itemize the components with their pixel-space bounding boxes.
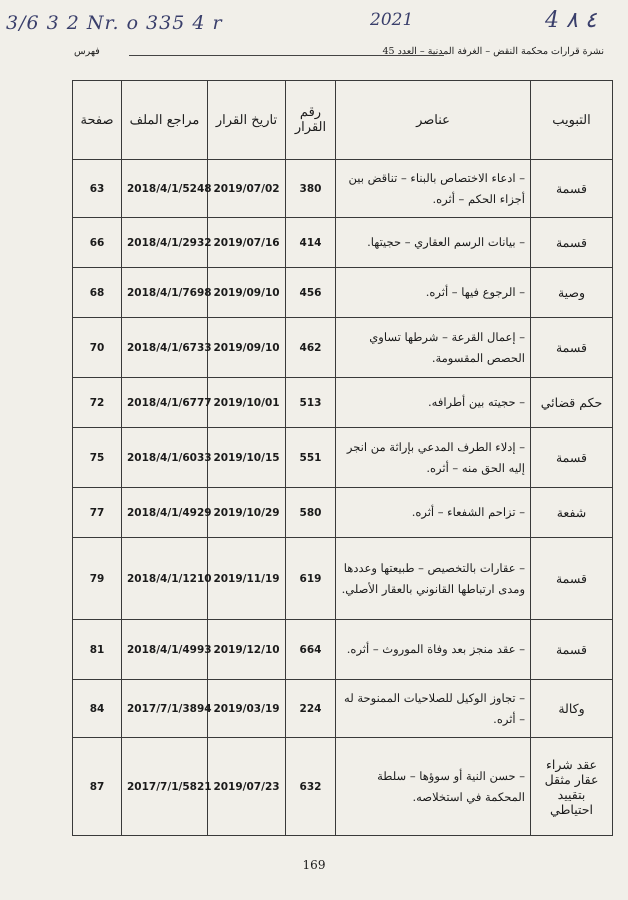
header-rule xyxy=(129,55,444,56)
table-row xyxy=(73,738,613,836)
cell-category: وصية xyxy=(531,268,613,318)
cell-page: 66 xyxy=(73,218,122,268)
cell-decision-no: 224 xyxy=(286,680,336,738)
cell-category: عقد شراء عقار مثقل بتقييد احتياطي xyxy=(531,738,613,836)
cell-file-ref: 2018/4/1/4929 xyxy=(122,488,208,538)
table-row xyxy=(73,160,613,218)
table-row xyxy=(73,378,613,428)
cell-elements: – الرجوع فيها – أثره. xyxy=(336,268,531,318)
cell-decision-date: 2019/12/10 xyxy=(208,620,286,680)
cell-file-ref: 2018/4/1/6733 xyxy=(122,318,208,378)
cell-elements: – عقارات بالتخصيص – طبيعتها وعددها ومدى ارتباطها القانوني بالعقار الأصلي. xyxy=(336,538,531,620)
cell-page: 81 xyxy=(73,620,122,680)
cell-page: 68 xyxy=(73,268,122,318)
cell-decision-date: 2019/07/23 xyxy=(208,738,286,836)
cell-file-ref: 2018/4/1/6777 xyxy=(122,378,208,428)
cell-file-ref: 2018/4/1/5248 xyxy=(122,160,208,218)
cell-file-ref: 2017/7/1/5821 xyxy=(122,738,208,836)
handwritten-annotations xyxy=(0,6,628,40)
cell-decision-no: 513 xyxy=(286,378,336,428)
handwritten-reference: 3/6 3 2 Nr. o 335 4 r xyxy=(6,12,223,34)
page-number: 169 xyxy=(302,858,326,872)
cell-decision-no: 580 xyxy=(286,488,336,538)
cell-decision-no: 456 xyxy=(286,268,336,318)
cell-decision-date: 2019/07/02 xyxy=(208,160,286,218)
header-category: التبويب xyxy=(531,81,613,160)
cell-elements: – عقد منجز بعد وفاة الموروث – أثره. xyxy=(336,620,531,680)
table-row xyxy=(73,318,613,378)
cell-file-ref: 2018/4/1/1210 xyxy=(122,538,208,620)
header-page: صفحة xyxy=(73,81,122,160)
cell-file-ref: 2018/4/1/7698 xyxy=(122,268,208,318)
handwritten-number: 4 ٤ ٨ xyxy=(545,8,597,33)
cell-elements: – إدلاء الطرف المدعي بإراثة من انجر إليه الحق منه – أثره. xyxy=(336,428,531,488)
table-row xyxy=(73,428,613,488)
handwritten-date: 2021 xyxy=(370,10,414,30)
section-label: فهرس xyxy=(74,46,100,57)
index-table xyxy=(72,80,613,836)
cell-category: شفعة xyxy=(531,488,613,538)
header-decision-date: تاريخ القرار xyxy=(208,81,286,160)
cell-page: 79 xyxy=(73,538,122,620)
cell-decision-date: 2019/03/19 xyxy=(208,680,286,738)
cell-decision-date: 2019/09/10 xyxy=(208,318,286,378)
running-head xyxy=(74,46,604,64)
cell-elements: – تزاحم الشفعاء – أثره. xyxy=(336,488,531,538)
table-row xyxy=(73,218,613,268)
cell-page: 75 xyxy=(73,428,122,488)
cell-file-ref: 2018/4/1/2932 xyxy=(122,218,208,268)
cell-decision-date: 2019/09/10 xyxy=(208,268,286,318)
cell-decision-no: 380 xyxy=(286,160,336,218)
cell-decision-no: 619 xyxy=(286,538,336,620)
cell-decision-date: 2019/10/01 xyxy=(208,378,286,428)
cell-elements: – تجاوز الوكيل للصلاحيات الممنوحة له – أثره. xyxy=(336,680,531,738)
cell-category: قسمة xyxy=(531,428,613,488)
cell-decision-date: 2019/11/19 xyxy=(208,538,286,620)
cell-file-ref: 2018/4/1/6033 xyxy=(122,428,208,488)
cell-category: وكالة xyxy=(531,680,613,738)
cell-file-ref: 2018/4/1/4993 xyxy=(122,620,208,680)
cell-decision-no: 462 xyxy=(286,318,336,378)
cell-page: 84 xyxy=(73,680,122,738)
table-row xyxy=(73,680,613,738)
cell-file-ref: 2017/7/1/3894 xyxy=(122,680,208,738)
cell-page: 63 xyxy=(73,160,122,218)
cell-category: قسمة xyxy=(531,538,613,620)
cell-page: 87 xyxy=(73,738,122,836)
cell-category: قسمة xyxy=(531,160,613,218)
header-file-ref: مراجع الملف xyxy=(122,81,208,160)
cell-decision-date: 2019/10/29 xyxy=(208,488,286,538)
cell-page: 77 xyxy=(73,488,122,538)
cell-page: 72 xyxy=(73,378,122,428)
cell-elements: – حسن النية أو سوؤها – سلطة المحكمة في استخلاصه. xyxy=(336,738,531,836)
table-row xyxy=(73,620,613,680)
header-decision-no: رقم القرار xyxy=(286,81,336,160)
table-row xyxy=(73,488,613,538)
cell-page: 70 xyxy=(73,318,122,378)
cell-decision-date: 2019/07/16 xyxy=(208,218,286,268)
cell-elements: – إعمال القرعة – شرطها تساوي الحصص المقسومة. xyxy=(336,318,531,378)
cell-category: قسمة xyxy=(531,318,613,378)
cell-elements: – بيانات الرسم العقاري – حجيتها. xyxy=(336,218,531,268)
bulletin-title: نشرة قرارات محكمة النقض – الغرفة المدنية – العدد 45 xyxy=(382,46,604,57)
cell-decision-no: 664 xyxy=(286,620,336,680)
cell-category: قسمة xyxy=(531,620,613,680)
table-row xyxy=(73,538,613,620)
cell-elements: – ادعاء الاختصاص بالبناء – تناقض بين أجزاء الحكم – أثره. xyxy=(336,160,531,218)
cell-decision-no: 414 xyxy=(286,218,336,268)
cell-decision-date: 2019/10/15 xyxy=(208,428,286,488)
cell-elements: – حجيته بين أطرافه. xyxy=(336,378,531,428)
cell-decision-no: 551 xyxy=(286,428,336,488)
table-row xyxy=(73,268,613,318)
cell-category: حكم قضائي xyxy=(531,378,613,428)
header-elements: عناصر xyxy=(336,81,531,160)
cell-category: قسمة xyxy=(531,218,613,268)
header-row xyxy=(73,81,613,160)
cell-decision-no: 632 xyxy=(286,738,336,836)
